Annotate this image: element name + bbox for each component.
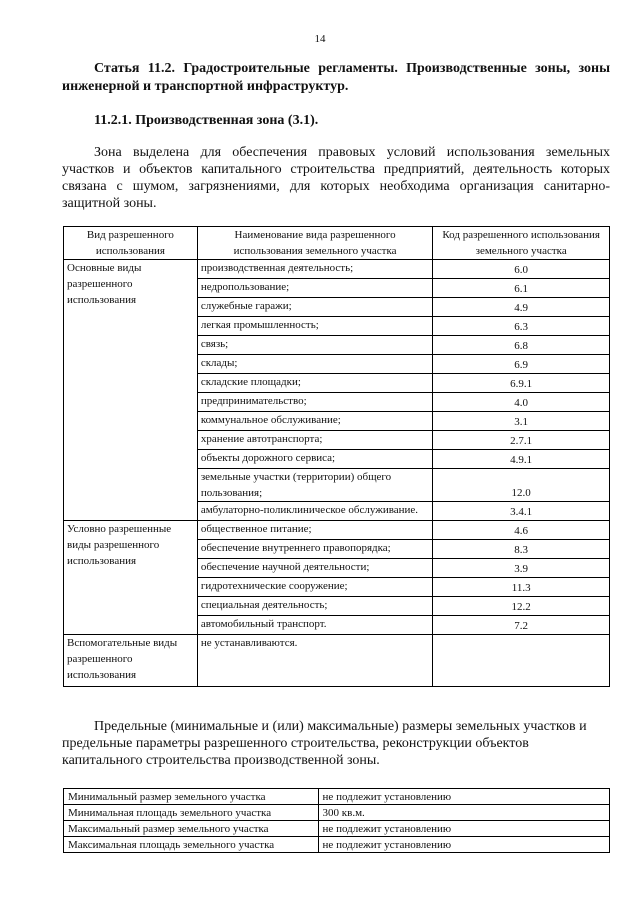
use-name: связь; [197,336,433,355]
use-name: легкая промышленность; [197,317,433,336]
use-name: производственная деятельность; [197,260,433,279]
use-code: 4.9 [433,298,610,317]
header-use-type: Вид разрешенного использования [64,227,198,260]
use-name: склады; [197,355,433,374]
limit-parameter: Максимальная площадь земельного участка [64,837,319,853]
use-code: 6.9 [433,355,610,374]
use-code: 6.1 [433,279,610,298]
use-name: хранение автотранспорта; [197,431,433,450]
limit-parameter: Минимальный размер земельного участка [64,789,319,805]
use-name: автомобильный транспорт. [197,616,433,635]
use-name: коммунальное обслуживание; [197,412,433,431]
use-code: 2.7.1 [433,431,610,450]
intro-paragraph: Зона выделена для обеспечения правовых условий использования земельных участков и объектов капитального строительства предприятий, деятельность которых связана с шумом, загрязнениями, для которых необходима организация санитарно-защитной зоны. [62,145,610,211]
limit-parameter: Максимальный размер земельного участка [64,821,319,837]
use-name: земельные участки (территории) общего пользования; [197,469,433,502]
use-code: 12.2 [433,597,610,616]
limits-paragraph: Предельные (минимальные и (или) максимальные) размеры земельных участков и предельные параметры разрешенного строительства, реконструкции объектов капитального строительства производственной зоны. [62,719,587,768]
use-code: 6.3 [433,317,610,336]
use-name: объекты дорожного сервиса; [197,450,433,469]
use-code: 4.6 [433,521,610,540]
limits-row [64,789,610,805]
use-code: 11.3 [433,578,610,597]
limits-table [63,788,610,853]
use-code: 4.0 [433,393,610,412]
use-code: 7.2 [433,616,610,635]
limit-value: не подлежит установлению [318,821,609,837]
use-code: 3.4.1 [433,502,610,521]
use-name: служебные гаражи; [197,298,433,317]
use-code: 6.9.1 [433,374,610,393]
use-category: Условно разрешенные виды разрешенного использования [64,521,198,635]
limits-row [64,805,610,821]
header-use-name: Наименование вида разрешенного использования земельного участка [197,227,433,260]
limits-row [64,837,610,853]
use-name: предпринимательство; [197,393,433,412]
use-code: 3.9 [433,559,610,578]
use-name: не устанавливаются. [197,635,433,687]
use-code: 4.9.1 [433,450,610,469]
use-name: общественное питание; [197,521,433,540]
use-code: 6.0 [433,260,610,279]
use-code: 6.8 [433,336,610,355]
use-name: складские площадки; [197,374,433,393]
table-row [64,635,610,687]
header-use-code: Код разрешенного использования земельного участка [433,227,610,260]
limit-parameter: Минимальная площадь земельного участка [64,805,319,821]
use-name: обеспечение внутреннего правопорядка; [197,540,433,559]
limit-value: 300 кв.м. [318,805,609,821]
section-heading: 11.2.1. Производственная зона (3.1). [94,113,319,128]
use-code: 8.3 [433,540,610,559]
use-code: 12.0 [433,469,610,502]
use-code: 3.1 [433,412,610,431]
use-name: обеспечение научной деятельности; [197,559,433,578]
page-number: 14 [314,33,326,45]
use-category: Основные виды разрешенного использования [64,260,198,521]
use-name: недропользование; [197,279,433,298]
use-name: гидротехнические сооружение; [197,578,433,597]
limits-row [64,821,610,837]
use-code [433,635,610,687]
table-row [64,260,610,279]
limit-value: не подлежит установлению [318,837,609,853]
use-name: специальная деятельность; [197,597,433,616]
article-heading: Статья 11.2. Градостроительные регламенты. Производственные зоны, зоны инженерной и транспортной инфраструктур. [62,61,610,94]
limit-value: не подлежит установлению [318,789,609,805]
permitted-use-table [63,226,610,687]
use-name: амбулаторно-поликлиническое обслуживание. [197,502,433,521]
use-category: Вспомогательные виды разрешенного использования [64,635,198,687]
table-header-row [64,227,610,260]
table-row [64,521,610,540]
